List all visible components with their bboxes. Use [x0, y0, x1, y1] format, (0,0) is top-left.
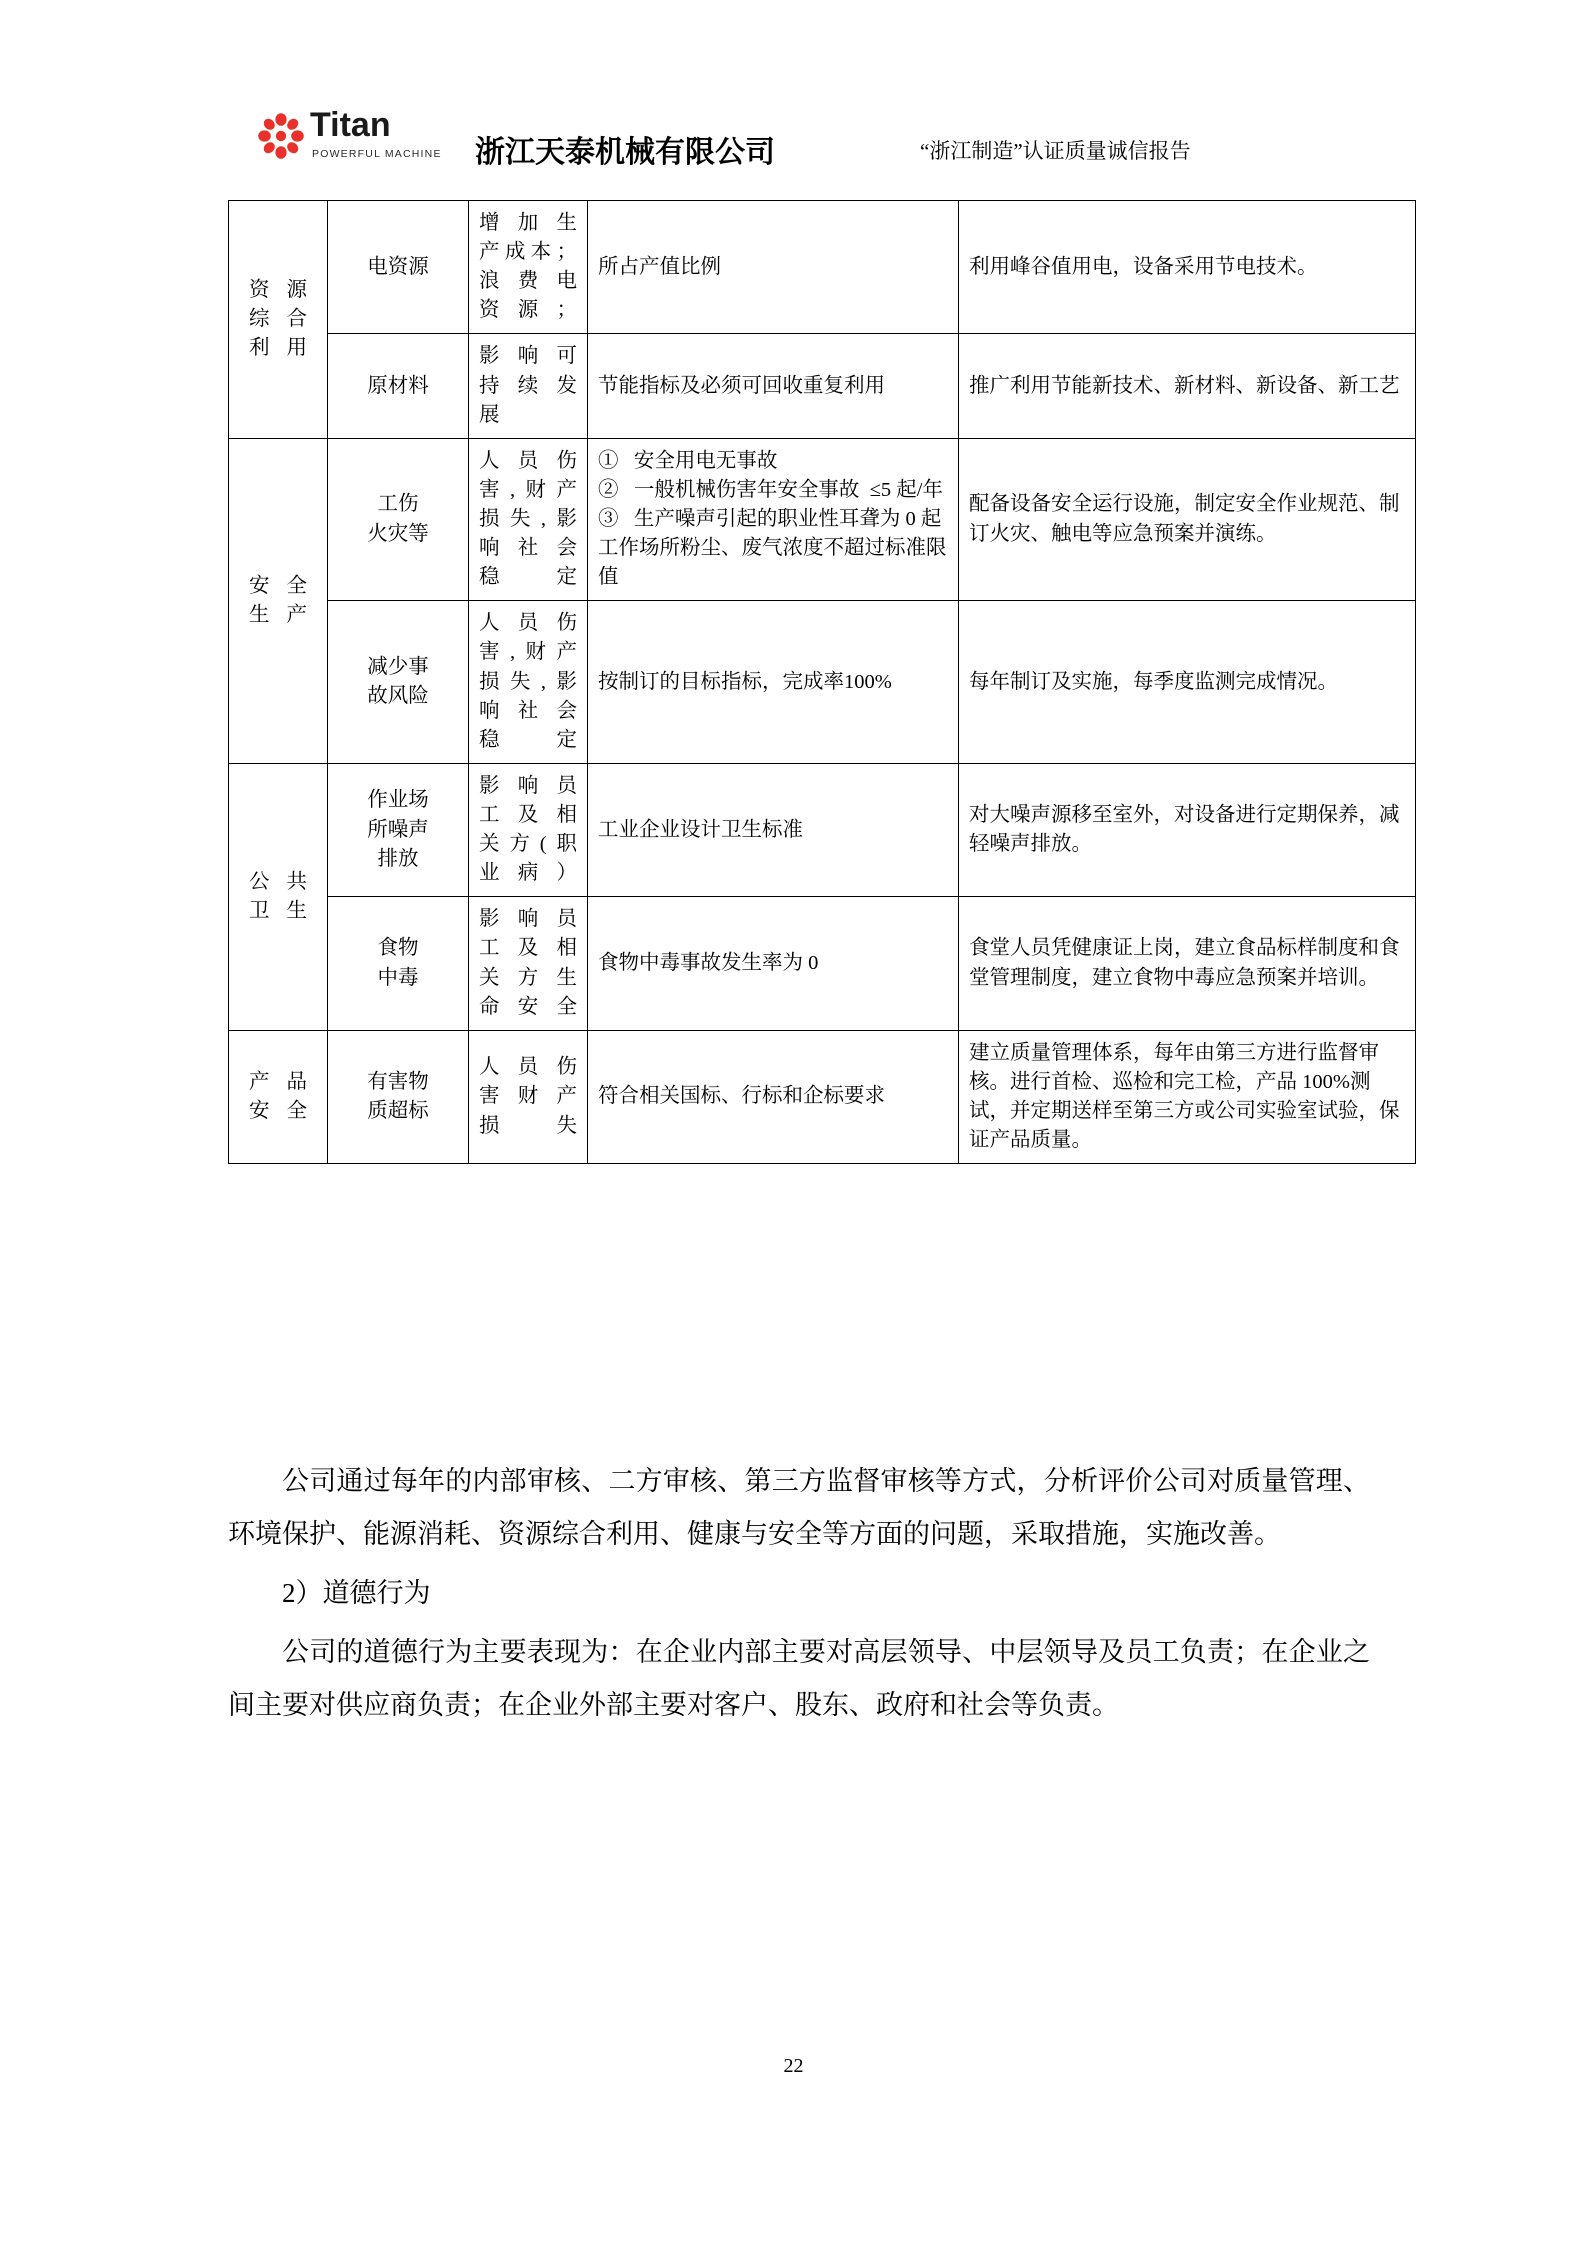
- company-name: 浙江天泰机械有限公司: [475, 136, 775, 169]
- page-number: 22: [783, 2055, 804, 2077]
- cell-indicator: 工业企业设计卫生标准: [588, 763, 959, 896]
- table-row: [229, 201, 1416, 334]
- cell-measure: 利用峰谷值用电，设备采用节电技术。: [959, 201, 1416, 334]
- cell-factor: 工伤 火灾等: [328, 438, 469, 601]
- cell-group: 公共 卫生: [229, 763, 328, 1030]
- table-row: [229, 897, 1416, 1030]
- cell-impact: 影响可 持续发 展: [469, 334, 588, 438]
- cell-measure: 食堂人员凭健康证上岗，建立食品标样制度和食堂管理制度，建立食物中毒应急预案并培训。: [959, 897, 1416, 1030]
- cell-impact: 人员伤 害,财产 损失,影 响社会 稳定: [469, 601, 588, 764]
- table-row: [229, 438, 1416, 601]
- heading-2: 2）道德行为: [282, 1578, 431, 1608]
- table-row: [229, 334, 1416, 438]
- cell-measure: 建立质量管理体系，每年由第三方进行监督审核。进行首检、巡检和完工检，产品 100%测试，并定期送样至第三方或公司实验室试验，保证产品质量。: [959, 1030, 1416, 1163]
- social-responsibility-table-wrap: [228, 200, 1400, 1164]
- cell-indicator: 按制订的目标指标，完成率100%: [588, 601, 959, 764]
- cell-measure: 推广利用节能新技术、新材料、新设备、新工艺: [959, 334, 1416, 438]
- cell-factor: 减少事 故风险: [328, 601, 469, 764]
- cell-factor: 有害物 质超标: [328, 1030, 469, 1163]
- cell-impact: 人员伤 害,财产 损失,影 响社会 稳定: [469, 438, 588, 601]
- paragraph-1: 公司通过每年的内部审核、二方审核、第三方监督审核等方式，分析评价公司对质量管理、环境保护、能源消耗、资源综合利用、健康与安全等方面的问题，采取措施，实施改善。: [228, 1466, 1370, 1549]
- cell-indicator: 节能指标及必须可回收重复利用: [588, 334, 959, 438]
- logo-wordmark: Titan: [310, 106, 391, 144]
- cell-impact: 增加生 产成本； 浪费电 资源；: [469, 201, 588, 334]
- cell-factor: 原材料: [328, 334, 469, 438]
- cell-group: 安全 生产: [229, 438, 328, 763]
- cell-indicator: ① 安全用电无事故 ② 一般机械伤害年安全事故 ≤5 起/年 ③ 生产噪声引起的职业性耳聋为 0 起 工作场所粉尘、废气浓度不超过标准限值: [588, 438, 959, 601]
- cell-group: 产品 安全: [229, 1030, 328, 1163]
- table-row: [229, 1030, 1416, 1163]
- cell-measure: 每年制订及实施，每季度监测完成情况。: [959, 601, 1416, 764]
- cell-indicator: 所占产值比例: [588, 201, 959, 334]
- cell-measure: 配备设备安全运行设施，制定安全作业规范、制订火灾、触电等应急预案并演练。: [959, 438, 1416, 601]
- social-responsibility-table: [228, 200, 1416, 1164]
- cell-indicator: 食物中毒事故发生率为 0: [588, 897, 959, 1030]
- body-content: [228, 1455, 1370, 1732]
- cell-impact: 影响员 工及相 关方生 命安全: [469, 897, 588, 1030]
- table-row: [229, 763, 1416, 896]
- cell-indicator: 符合相关国标、行标和企标要求: [588, 1030, 959, 1163]
- paragraph-2: 公司的道德行为主要表现为：在企业内部主要对高层领导、中层领导及员工负责；在企业之间主要对供应商负责；在企业外部主要对客户、股东、政府和社会等负责。: [228, 1637, 1370, 1720]
- cell-factor: 食物 中毒: [328, 897, 469, 1030]
- logo-tagline: POWERFUL MACHINE: [312, 148, 442, 160]
- cell-factor: 作业场 所噪声 排放: [328, 763, 469, 896]
- cell-factor: 电资源: [328, 201, 469, 334]
- page-header: [230, 105, 1390, 180]
- titan-logo: [258, 107, 458, 169]
- cell-group: 资源 综合 利用: [229, 201, 328, 439]
- star-icon: [258, 113, 304, 159]
- cell-impact: 人员伤 害财产 损失: [469, 1030, 588, 1163]
- cell-measure: 对大噪声源移至室外，对设备进行定期保养，减轻噪声排放。: [959, 763, 1416, 896]
- table-row: [229, 601, 1416, 764]
- report-title: “浙江制造”认证质量诚信报告: [920, 139, 1191, 163]
- cell-impact: 影响员 工及相 关方(职 业病）: [469, 763, 588, 896]
